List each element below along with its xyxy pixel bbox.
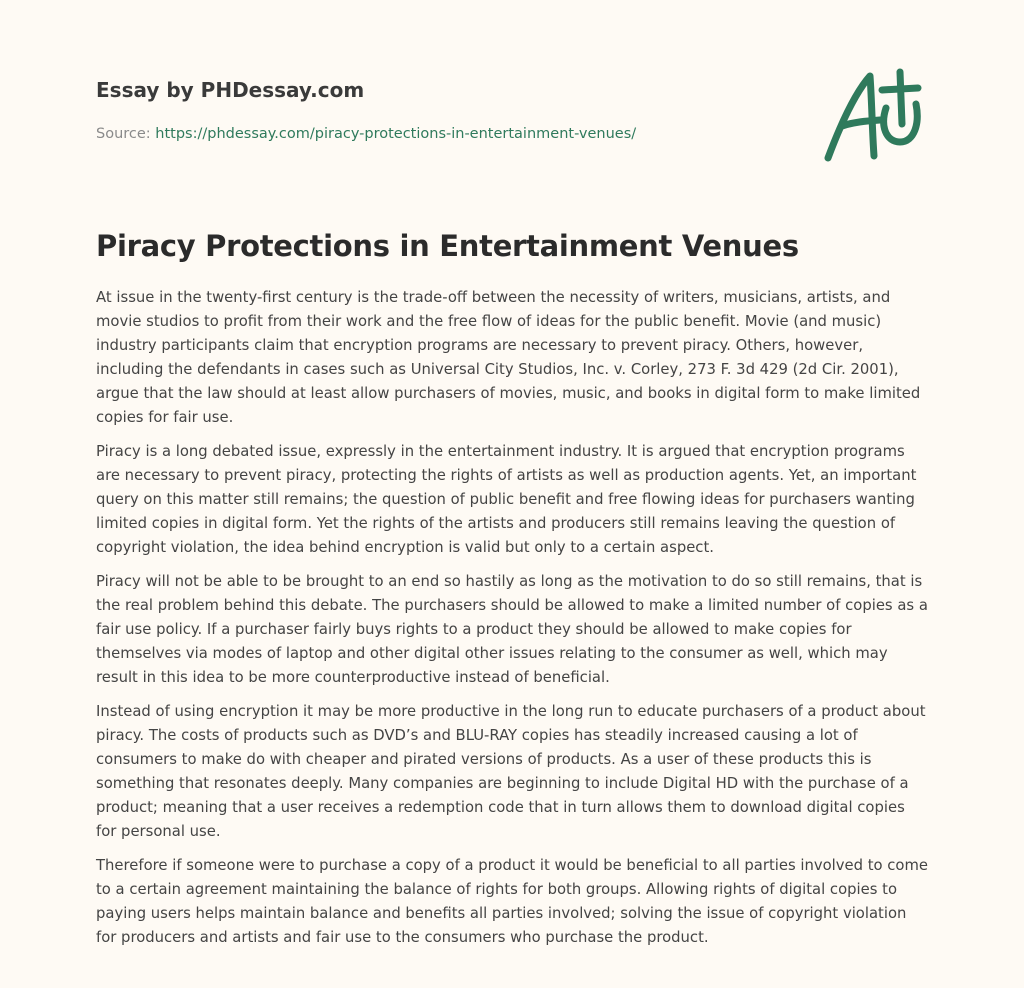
source-label: Source: xyxy=(96,126,156,142)
essay-paragraph-1: At issue in the twenty-first century is the trade-off between the necessity of writers, musicians, artists, and movie studios to profit from their work and the free flow of ideas for the public benefit. Movie (and music) industry participants claim that encryption programs are necessary to prevent piracy. Others, however, including the defendants in cases such as Universal City Studios, Inc. v. Corley, 273 F. 3d 429 (2d Cir. 2001), argue that the law should at least allow purchasers of movies, music, and books in digital form to make limited copies for fair use. xyxy=(96,289,921,426)
source-link[interactable]: https://phdessay.com/piracy-protections-in-entertainment-venues/ xyxy=(155,126,637,142)
essay-body xyxy=(96,286,928,960)
essay-paragraph-3: Piracy will not be able to be brought to an end so hastily as long as the motivation to do so still remains, that is the real problem behind this debate. The purchasers should be allowed to make a limited number of copies as a fair use policy. If a purchaser fairly buys rights to a product they should be allowed to make copies for themselves via modes of laptop and other digital other issues relating to the consumer as well, which may result in this idea to be more counterproductive instead of beneficial. xyxy=(96,573,928,686)
essay-paragraph-5: Therefore if someone were to purchase a copy of a product it would be beneficial to all parties involved to come to a certain agreement maintaining the balance of rights for both groups. Allowing rights of digital copies to paying users helps maintain balance and benefits all parties involved; solving the issue of copyright violation for producers and artists and fair use to the consumers who purchase the product. xyxy=(96,857,929,946)
brand-title: Essay by PHDessay.com xyxy=(96,78,365,102)
source-line xyxy=(96,124,796,144)
a-plus-logo-icon xyxy=(820,64,930,168)
essay-header xyxy=(96,76,796,144)
essay-paragraph-4: Instead of using encryption it may be more productive in the long run to educate purchasers of a product about piracy. The costs of products such as DVD’s and BLU-RAY copies has steadily increased causing a lot of consumers to make do with cheaper and pirated versions of products. As a user of these products this is something that resonates deeply. Many companies are beginning to include Digital HD with the purchase of a product; meaning that a user receives a redemption code that in turn allows them to download digital copies for personal use. xyxy=(96,703,926,840)
essay-paragraph-2: Piracy is a long debated issue, expressly in the entertainment industry. It is argued that encryption programs are necessary to prevent piracy, protecting the rights of artists as well as production agents. Yet, an important query on this matter still remains; the question of public benefit and free flowing ideas for purchasers wanting limited copies in digital form. Yet the rights of the artists and producers still remains leaving the question of copyright violation, the idea behind encryption is valid but only to a certain aspect. xyxy=(96,443,917,556)
essay-title: Piracy Protections in Entertainment Venues xyxy=(96,229,799,263)
